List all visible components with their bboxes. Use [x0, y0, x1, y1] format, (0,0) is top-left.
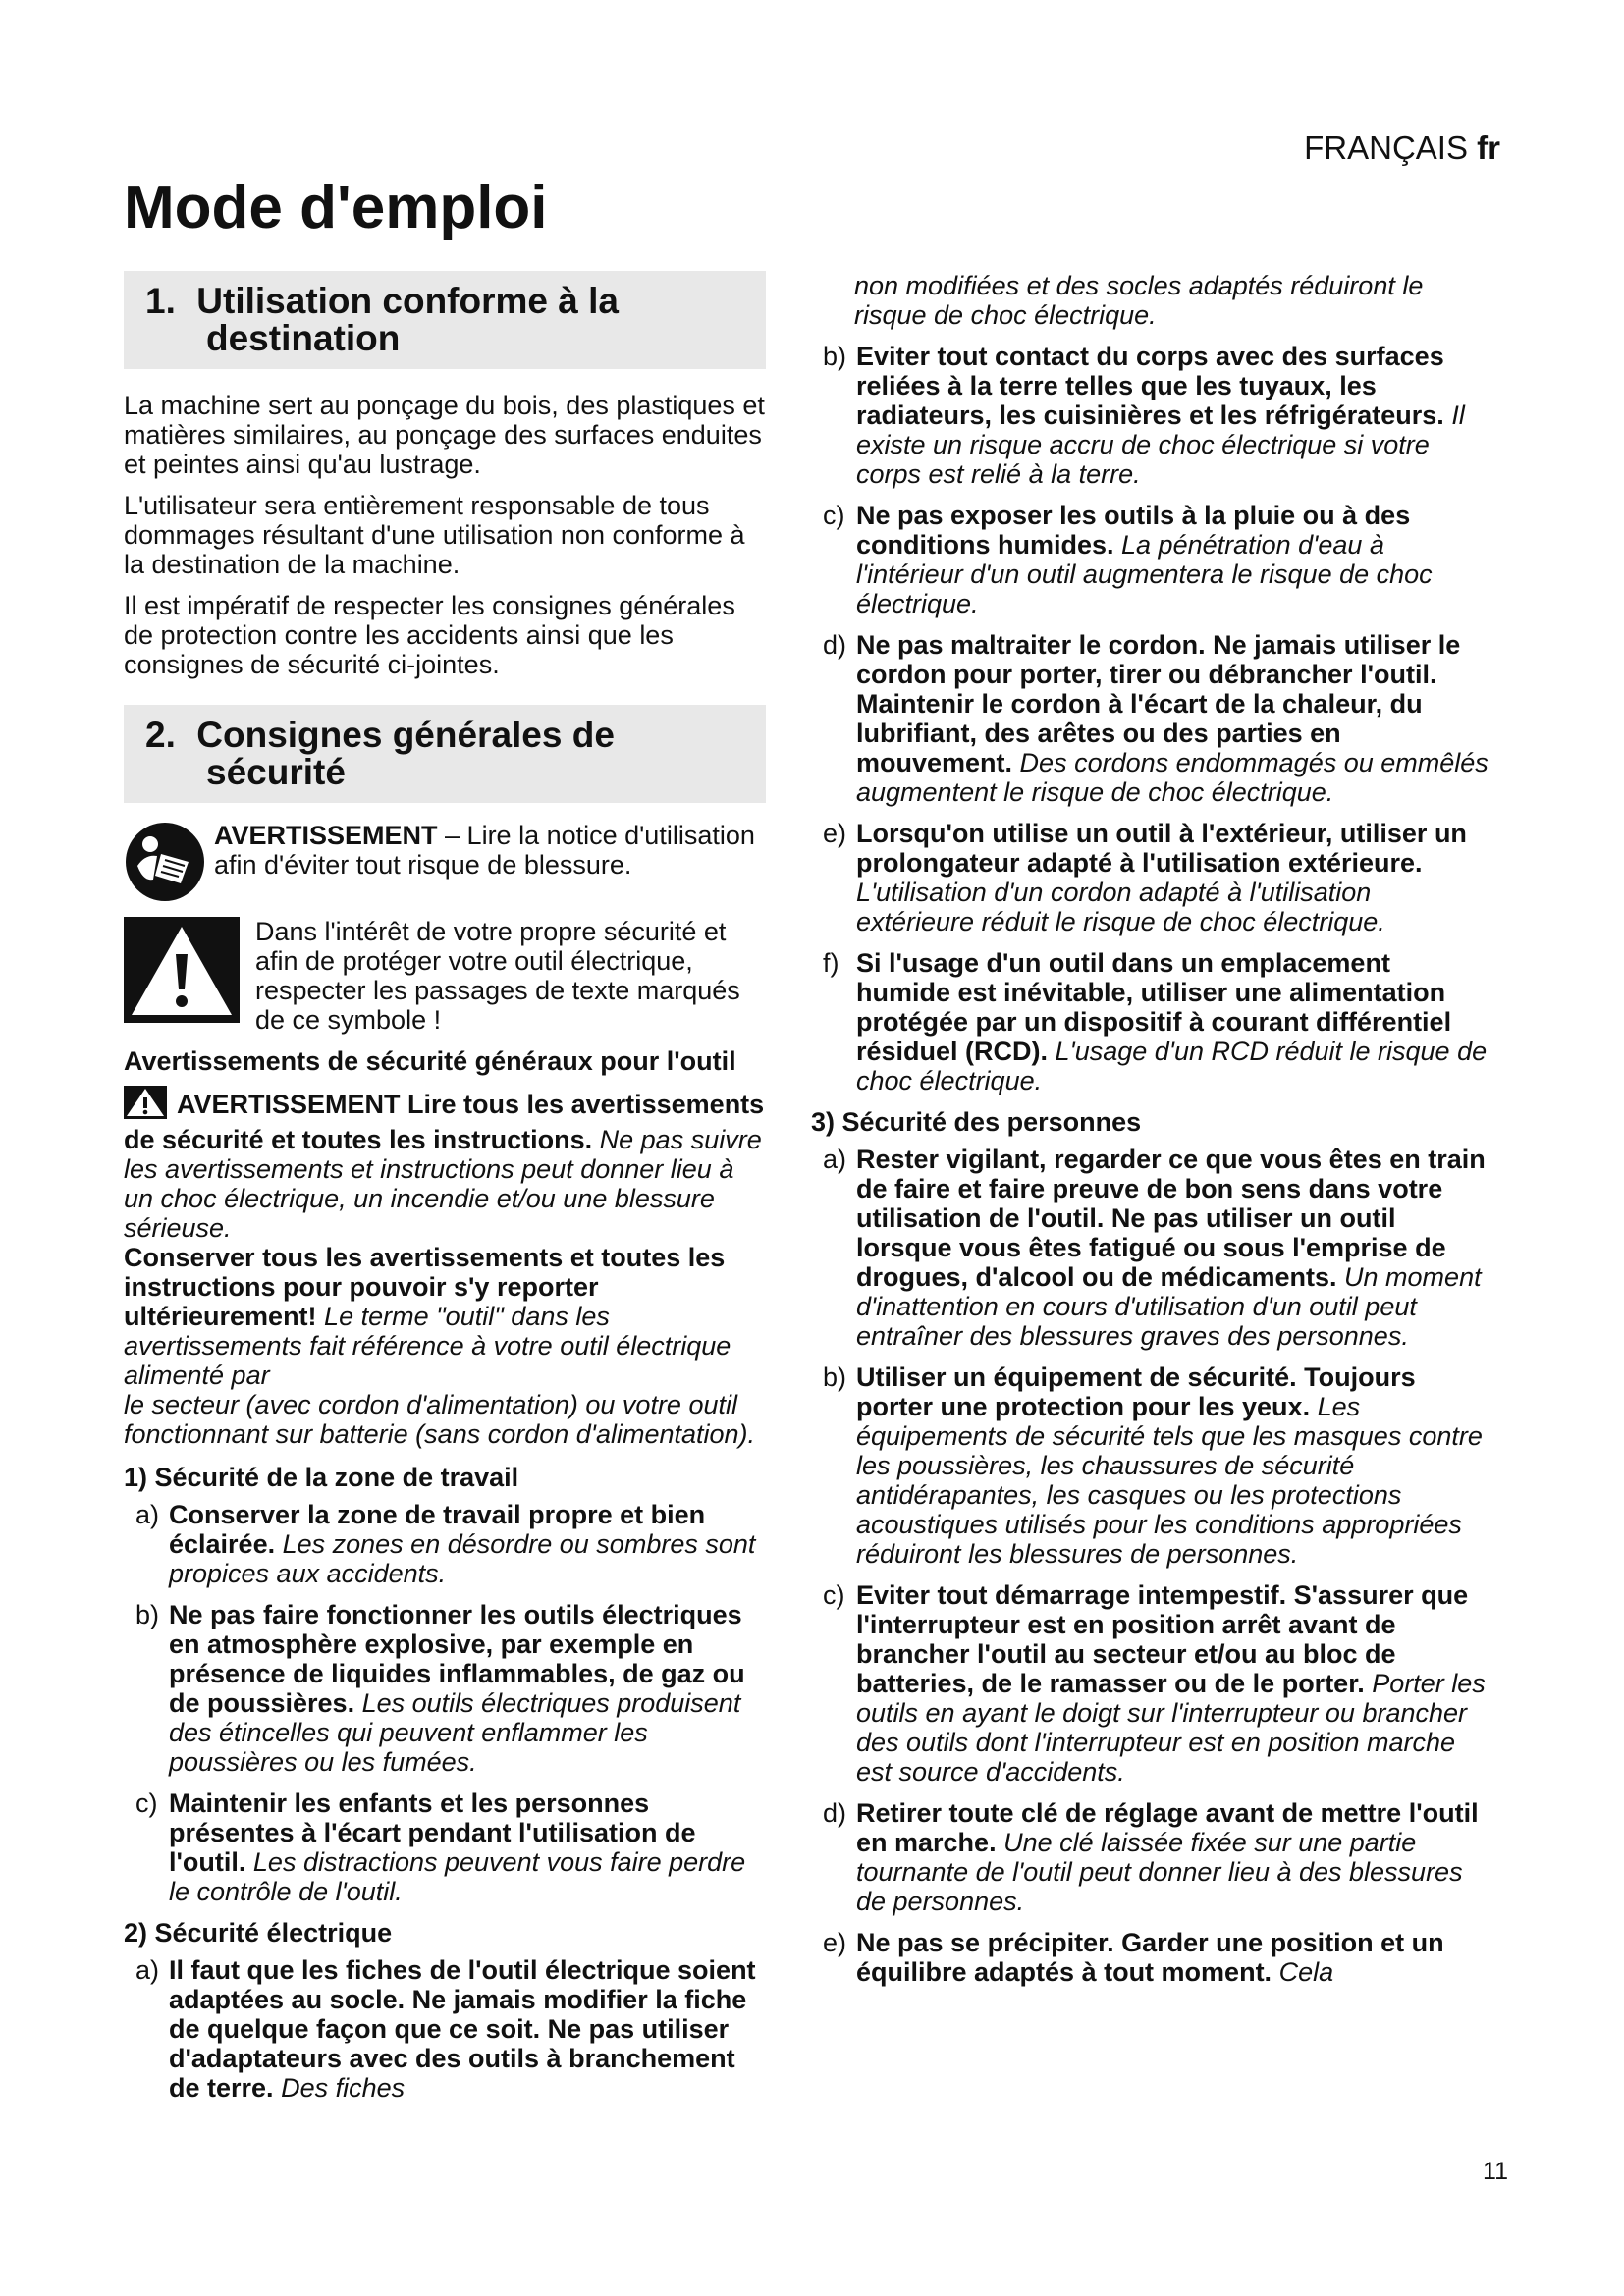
list-item: b) Utiliser un équipement de sécurité. Toujours porter une protection pour les yeux. Les équipements de sécurité tels que les masques contre les poussières, les chaussures de sécurité antidérapantes, les casques ou les protections acoustiques utilisés pour les conditions appropriées réduiront les blessures de personnes. [823, 1362, 1483, 1569]
list-item: a) Il faut que les fiches de l'outil électrique soient adaptées au socle. Ne jamais modifier la fiche de quelque façon que ce soit. Ne pas utiliser d'adaptateurs avec des outils à branchement de terre. Des fiches [135, 1955, 756, 2103]
list-item: e) Ne pas se précipiter. Garder une position et un équilibre adaptés à tout moment. Cela [823, 1928, 1444, 1987]
section-1-para-3: Il est impératif de respecter les consignes générales de protection contre les accidents ainsi que les consignes de sécurité ci-jointes. [124, 591, 735, 679]
left-column [124, 271, 766, 2114]
list-item: a) Rester vigilant, regarder ce que vous êtes en train de faire et faire preuve de bon sens dans votre utilisation de l'outil. Ne pas utiliser un outil lorsque vous êtes fatigué ou sous l'emprise de drogues, d'alcool ou de médicaments. Un moment d'inattention en cours d'utilisation d'un outil peut entraîner des blessures graves des personnes. [823, 1145, 1486, 1351]
keep-instructions: Conserver tous les avertissements et toutes les instructions pour pouvoir s'y reporter ultérieurement! Le terme "outil" dans les avertissements fait référence à votre outil électrique alimenté par [124, 1243, 731, 1390]
page-number: 11 [1483, 2158, 1508, 2185]
read-all-warning: AVERTISSEMENT Lire tous les avertissements de sécurité et toutes les instructions. Ne pas suivre les avertissements et instructions peut donner lieu à un choc électrique, un incendie et/ou une blessure sérieuse. [124, 1086, 766, 1243]
list-item: b) Eviter tout contact du corps avec des surfaces reliées à la terre telles que les tuyaux, les radiateurs, les cuisinières et les réfrigérateurs. Il existe un risque accru de choc électrique si votre corps est relié à la terre. [823, 342, 1465, 489]
personal-safety-heading: 3) Sécurité des personnes [811, 1107, 1142, 1137]
keep-instructions-cont: le secteur (avec cordon d'alimentation) ou votre outil fonctionnant sur batterie (sans cordon d'alimentation). [124, 1390, 756, 1449]
read-manual-warning: AVERTISSEMENT – Lire la notice d'utilisation afin d'éviter tout risque de blessure. [124, 821, 766, 909]
list-item: e) Lorsqu'on utilise un outil à l'extérieur, utiliser un prolongateur adapté à l'utilisation extérieure. L'utilisation d'un cordon adapté à l'utilisation extérieure réduit le risque de choc électrique. [823, 819, 1467, 936]
list-item: b) Ne pas faire fonctionner les outils électriques en atmosphère explosive, par exemple en présence de liquides inflammables, de gaz ou de poussières. Les outils électriques produisent des étincelles qui peuvent enflammer les poussières ou les fumées. [135, 1600, 745, 1777]
list-item: c) Maintenir les enfants et les personnes présentes à l'écart pendant l'utilisation de l'outil. Les distractions peuvent vous faire perdre le contrôle de l'outil. [135, 1789, 746, 1906]
general-warnings-heading: Avertissements de sécurité généraux pour l'outil [124, 1046, 736, 1076]
warning-triangle-icon [124, 917, 240, 1029]
list-item: c) Ne pas exposer les outils à la pluie ou à des conditions humides. La pénétration d'eau à l'intérieur d'un outil augmentera le risque de choc électrique. [823, 501, 1433, 618]
list-item: c) Eviter tout démarrage intempestif. S'assurer que l'interrupteur est en position arrêt avant de brancher l'outil au secteur et/ou au bloc de batteries, de le ramasser ou de le porter. Porter les outils en ayant le doigt sur l'interrupteur ou brancher des outils dont l'interrupteur est en position marche est source d'accidents. [823, 1580, 1486, 1787]
list-item: d) Retirer toute clé de réglage avant de mettre l'outil en marche. Une clé laissée fixée sur une partie tournante de l'outil peut donner lieu à des blessures de personnes. [823, 1798, 1479, 1916]
work-area-heading: 1) Sécurité de la zone de travail [124, 1463, 519, 1492]
caution-symbol-note: Dans l'intérêt de votre propre sécurité et afin de protéger votre outil électrique, respecter les passages de texte marqués de ce symbole ! [124, 917, 766, 1035]
list-item: d) Ne pas maltraiter le cordon. Ne jamais utiliser le cordon pour porter, tirer ou débrancher l'outil. Maintenir le cordon à l'écart de la chaleur, du lubrifiant, des arêtes ou des parties en mouvement. Des cordons endommagés ou emmêlés augmentent le risque de choc électrique. [823, 630, 1489, 807]
language-label: FRANÇAIS fr [1304, 130, 1500, 166]
page-title: Mode d'emploi [124, 174, 548, 241]
list-item: a) Conserver la zone de travail propre et bien éclairée. Les zones en désordre ou sombres sont propices aux accidents. [135, 1500, 756, 1588]
section-1-heading: 1. Utilisation conforme à la destination [124, 271, 766, 369]
small-warning-triangle-icon [124, 1086, 167, 1125]
list-item: f) Si l'usage d'un outil dans un emplacement humide est inévitable, utiliser une alimentation protégée par un dispositif à courant différentiel résiduel (RCD). L'usage d'un RCD réduit le risque de choc électrique. [823, 948, 1488, 1095]
right-column [811, 271, 1489, 1999]
section-1-para-2: L'utilisateur sera entièrement responsable de tous dommages résultant d'une utilisation non conforme à la destination de la machine. [124, 491, 745, 579]
electrical-heading: 2) Sécurité électrique [124, 1918, 393, 1948]
electrical-a-continuation: non modifiées et des socles adaptés réduiront le risque de choc électrique. [854, 271, 1424, 330]
section-2-heading: 2. Consignes générales de sécurité [124, 705, 766, 803]
section-1-para-1: La machine sert au ponçage du bois, des plastiques et matières similaires, au ponçage des surfaces enduites et peintes ainsi qu'au lustrage. [124, 391, 765, 479]
read-manual-icon [124, 821, 206, 909]
